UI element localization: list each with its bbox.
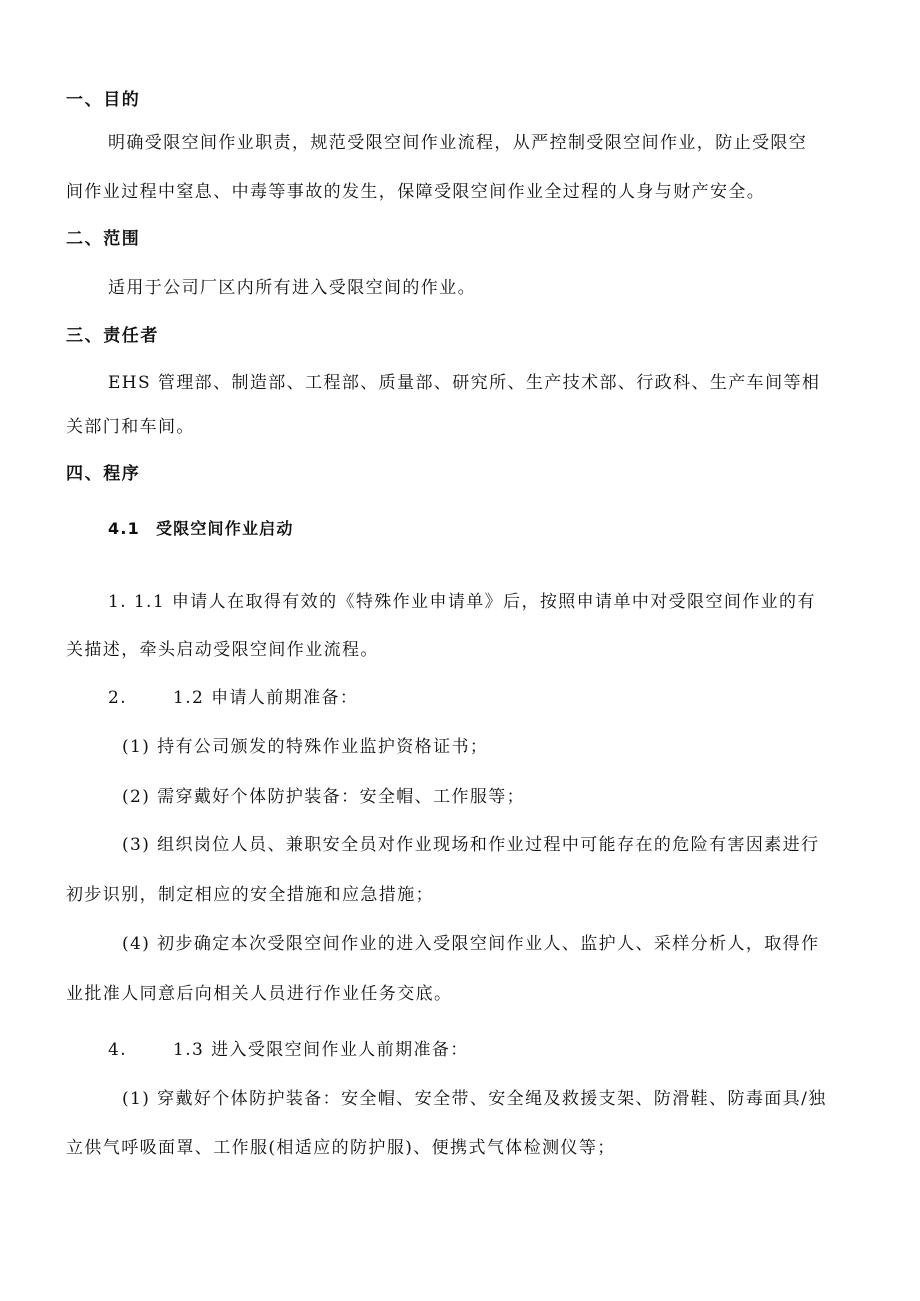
item-1-2-point-1: (1) 持有公司颁发的特殊作业监护资格证书； xyxy=(122,737,489,757)
section-heading-scope: 二、范围 xyxy=(66,229,141,249)
item-1-3-point-1-line-2: 立供气呼吸面罩、工作服(相适应的防护服)、便携式气体检测仪等； xyxy=(66,1138,616,1158)
list-number: 4. xyxy=(108,1040,128,1060)
item-1-2-point-4-line-1: (4) 初步确定本次受限空间作业的进入受限空间作业人、监护人、采样分析人，取得作 xyxy=(122,934,820,954)
item-1-1-1-line-1: 1. 1.1 申请人在取得有效的《特殊作业申请单》后，按照申请单中对受限空间作业的有 xyxy=(108,592,816,612)
item-1-3-label: 1.3 进入受限空间作业人前期准备： xyxy=(173,1040,469,1060)
item-1-2-point-4-line-2: 业批准人同意后向相关人员进行作业任务交底。 xyxy=(66,984,453,1004)
list-number: 2. xyxy=(108,688,128,708)
item-1-2-point-3-line-1: (3) 组织岗位人员、兼职安全员对作业现场和作业过程中可能存在的危险有害因素进行 xyxy=(122,835,820,855)
subsection-title: 受限空间作业启动 xyxy=(155,519,294,538)
item-1-3-heading xyxy=(108,1038,920,1062)
subsection-number: 4.1 xyxy=(108,519,140,538)
subsection-heading-4-1 xyxy=(108,517,920,541)
item-1-2-point-2: (2) 需穿戴好个体防护装备：安全帽、工作服等； xyxy=(122,787,526,807)
purpose-text-line-1: 明确受限空间作业职责，规范受限空间作业流程，从严控制受限空间作业，防止受限空 xyxy=(108,133,808,153)
section-heading-purpose: 一、目的 xyxy=(66,90,141,110)
item-1-2-point-3-line-2: 初步识别，制定相应的安全措施和应急措施； xyxy=(66,885,434,905)
responsibility-text-line-1: EHS 管理部、制造部、工程部、质量部、研究所、生产技术部、行政科、生产车间等相 xyxy=(108,373,821,393)
section-heading-procedure: 四、程序 xyxy=(66,464,141,484)
item-1-3-point-1-line-1: (1) 穿戴好个体防护装备：安全帽、安全带、安全绳及救援支架、防滑鞋、防毒面具/独 xyxy=(122,1089,827,1109)
item-1-1-1-line-2: 关描述，牵头启动受限空间作业流程。 xyxy=(66,640,379,660)
responsibility-text-line-2: 关部门和车间。 xyxy=(66,417,195,437)
purpose-text-line-2: 间作业过程中窒息、中毒等事故的发生，保障受限空间作业全过程的人身与财产安全。 xyxy=(66,182,766,202)
section-heading-responsibility: 三、责任者 xyxy=(66,326,159,346)
item-1-2-label: 1.2 申请人前期准备： xyxy=(173,688,359,708)
scope-text-line-1: 适用于公司厂区内所有进入受限空间的作业。 xyxy=(108,278,476,298)
item-1-2-heading xyxy=(108,686,920,710)
